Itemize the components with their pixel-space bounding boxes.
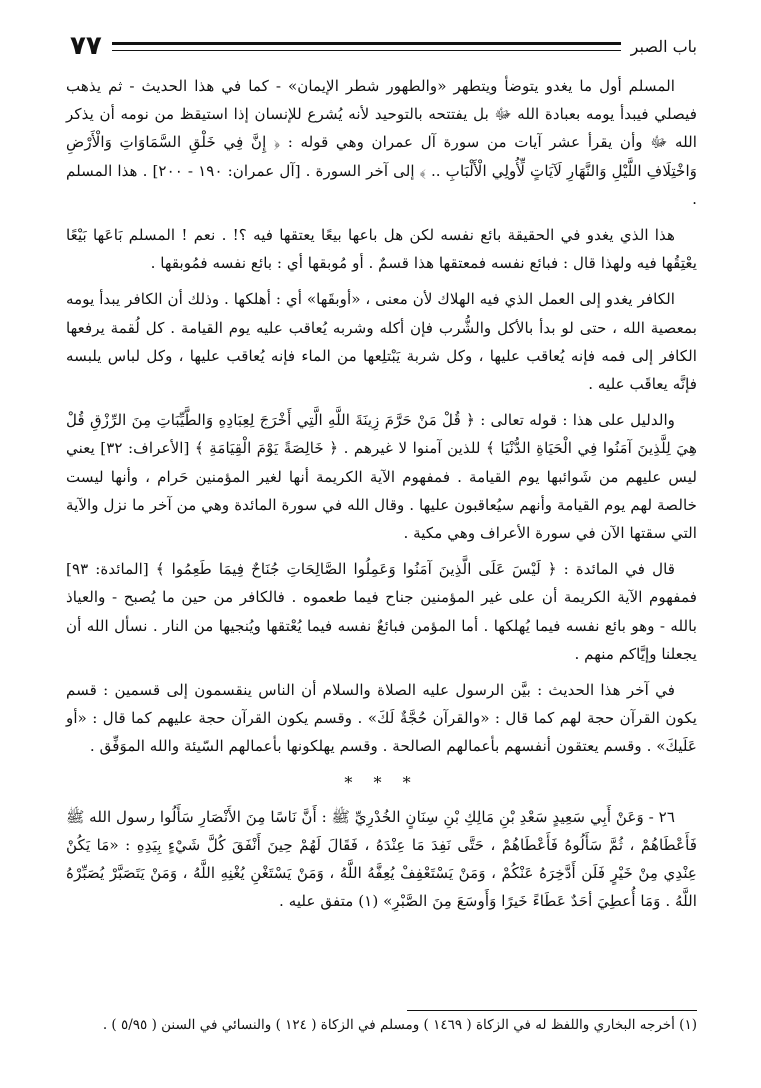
header-rule: [112, 42, 621, 51]
hadith-text: ٢٦ - وَعَنْ أَبِي سَعِيدٍ سَعْدِ بْنِ مَالِكِ بْنِ سِنَانٍ الخُدْرِيِّ ﷺ : أَنَّ نَاسًا مِنَ الأَنْصَارِ سَأَلُوا رسول الله ﷺ فَأَعْطَاهُمْ ، ثُمَّ سَأَلُوهُ فَأَعْطَاهُمْ ، حَتَّى نَفِدَ مَا عِنْدَهُ ، فَقَالَ لَهُمْ حِينَ أَنْفَقَ كُلَّ شَيْءٍ بِيَدِهِ : «مَا يَكُنْ عِنْدِي مِنْ خَيْرٍ فَلَن أَدَّخِرَهُ عَنْكُمْ ، وَمَنْ يَسْتَعْفِفْ يُعِفَّهُ اللَّهُ ، وَمَنْ يَسْتَغْنِ يُغْنِهِ اللَّهُ ، وَمَنْ يَتَصَبَّرْ يُصَبِّرْهُ اللَّهُ . وَمَا أُعطِيَ أحَدٌ عَطَاءً خَيرًا وَأَوسَعَ مِنَ الصَّبْرِ» (١) متفق عليه .: [66, 807, 697, 911]
main-text: [66, 72, 697, 924]
paragraph: الكافر يغدو إلى العمل الذي فيه الهلاك لأن معنى ، «أوبقَها» أي : أهلكها . وذلك أن الكافر يبدأ يومه بمعصية الله ، حتى لو بدأ بالأكل والشُّرب فإن أكله وشربه يُعاقب عليه يوم القيامة . كل لُقمة يرفعها الكافر إلى فمه فإنه يُعاقب عليها ، وكل شربة يَبْتلِعها من الماء فإنه يُعاقب عليها ، وكل لباس يلبسه فإنَّه يعاقَب عليه .: [66, 290, 697, 394]
footnote-divider: [407, 1010, 697, 1011]
section-separator: * * *: [344, 772, 419, 792]
paragraph: هذا الذي يغدو في الحقيقة بائع نفسه لكن هل باعها بيعًا يعتقها فيه ؟! . نعم ! المسلم بَاعَها بَيْعًا يعْتِقُها فيه ولهذا قال : فبائع نفسه فمعتقها هذا قسمٌ . أو مُوبقها أي : بائع نفسه فمُوبقها .: [66, 226, 697, 273]
page-number: ٧٧: [70, 31, 102, 61]
footnote: (١) أخرجه البخاري واللفظ له في الزكاة ( ١٤٦٩ ) ومسلم في الزكاة ( ١٢٤ ) والنسائي في السنن ( ٥/٩٥ ) .: [102, 1017, 697, 1033]
chapter-title: باب الصبر: [630, 36, 697, 56]
page-header: [70, 30, 697, 62]
paragraph: والدليل على هذا : قوله تعالى : ﴿ قُلْ مَنْ حَرَّمَ زِينَةَ اللَّهِ الَّتِي أَخْرَجَ لِعِبَادِهِ وَالطَّيِّبَاتِ مِنَ الرِّزْقِ قُلْ هِيَ لِلَّذِينَ آمَنُوا فِي الْحَيَاةِ الدُّنْيَا ﴾ للذين آمنوا لا غيرهم . ﴿ خَالِصَةً يَوْمَ الْقِيَامَةِ ﴾ [الأعراف: ٣٢] يعني ليس عليهم من شَوائبها يوم القيامة . فمفهوم الآية الكريمة أنها لغير المؤمنين حَرام ، وأنها ليست خالصة لهم يوم القيامة وأنهم سيُعاقبون عليها . وقال الله في سورة المائدة وهي من آخر ما نزل والآية التي سقتها الآن في سورة الأعراف وهي مكية .: [66, 411, 697, 543]
paragraph: المسلم أول ما يغدو يتوضأ ويتطهر «والطهور شطر الإيمان» - كما في هذا الحديث - ثم يذهب فيصلي فيبدأ يومه بعبادة الله ﷻ بل يفتتحه بالتوحيد لأنه يُشرع للإنسان إذا استيقظ من نومه أن يذكر الله ﷻ وأن يقرأ عشر آيات من سورة آل عمران وهي قوله : ﴿ إِنَّ فِي خَلْقِ السَّمَاوَاتِ وَالْأَرْضِ وَاخْتِلَافِ اللَّيْلِ وَالنَّهَارِ لَآيَاتٍ لِّأُولِي الْأَلْبَابِ .. ﴾ إلى آخر السورة . [آل عمران: ١٩٠ - ٢٠٠] . هذا المسلم .: [66, 77, 697, 208]
paragraph: قال في المائدة : ﴿ لَيْسَ عَلَى الَّذِينَ آمَنُوا وَعَمِلُوا الصَّالِحَاتِ جُنَاحٌ فِيمَا طَعِمُوا ﴾ [المائدة: ٩٣] فمفهوم الآية الكريمة أن على غير المؤمنين جناح فيما طعموه . فالكافر من حين ما يُصبح - والعياذ بالله - وهو بائع نفسه فيما يُهلكها . أما المؤمن فبائعٌ نفسه فيما يُعْتقها ويُنجيها من النار . نسأل الله أن يجعلنا وإيَّاكم منهم .: [66, 560, 697, 663]
paragraph: في آخر هذا الحديث : بيَّن الرسول عليه الصلاة والسلام أن الناس ينقسمون إلى قسمين : قسم يكون القرآن حجة لهم كما قال : «والقرآن حُجَّةٌ لَكَ» . وقسم يكون القرآن حجة عليهم كما قال : «أو عَلَيكَ» . وقسم يعتقون أنفسهم بأعمالهم الصالحة . وقسم يهلكونها بأعمالهم السّيئة والله الموَفِّق .: [66, 681, 697, 756]
